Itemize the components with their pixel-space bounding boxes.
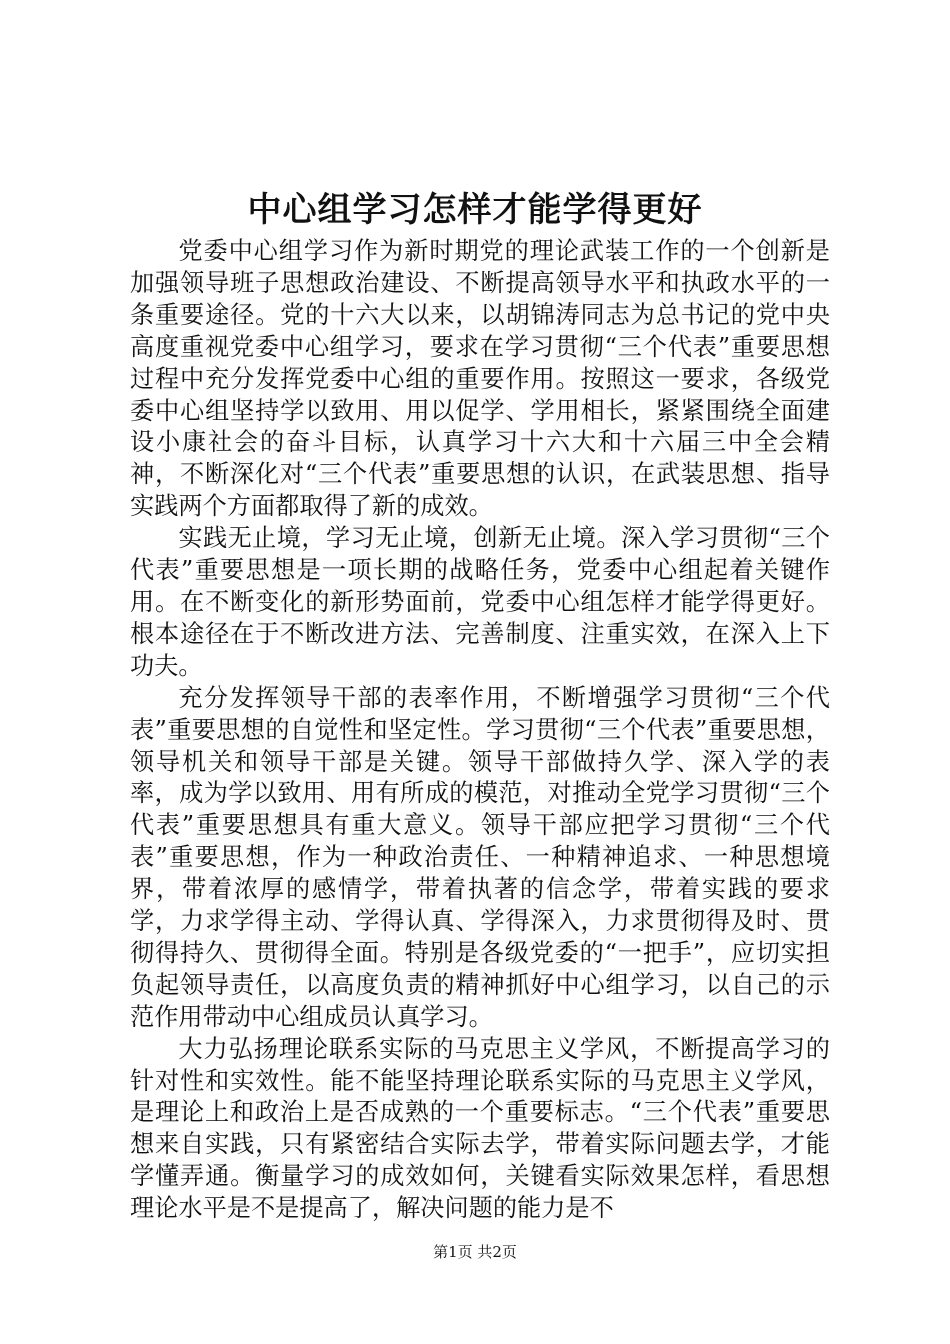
document-title: 中心组学习怎样才能学得更好 xyxy=(247,190,703,230)
paragraph: 充分发挥领导干部的表率作用，不断增强学习贯彻“三个代表”重要思想的自觉性和坚定性。学习贯彻“三个代表”重要思想，领导机关和领导干部是关键。领导干部做持久学、深入学的表率，成为学以致用、用有所成的模范，对推动全党学习贯彻“三个代表”重要思想具有重大意义。领导干部应把学习贯彻“三个代表”重要思想，作为一种政治责任、一种精神追求、一种思想境界，带着浓厚的感情学，带着执著的信念学，带着实践的要求学，力求学得主动、学得认真、学得深入，力求贯彻得及时、贯彻得持久、贯彻得全面。特别是各级党委的“一把手”，应切实担负起领导责任，以高度负责的精神抓好中心组学习，以自己的示范作用带动中心组成员认真学习。 xyxy=(130,683,830,1031)
page-number-footer: 第1页 共2页 xyxy=(433,1243,517,1261)
document-body xyxy=(130,236,830,1225)
paragraph: 大力弘扬理论联系实际的马克思主义学风，不断提高学习的针对性和实效性。能不能坚持理论联系实际的马克思主义学风，是理论上和政治上是否成熟的一个重要标志。“三个代表”重要思想来自实践，只有紧密结合实际去学，带着实际问题去学，才能学懂弄通。衡量学习的成效如何，关键看实际效果怎样，看思想理论水平是不是提高了，解决问题的能力是不 xyxy=(130,1034,830,1223)
paragraph: 党委中心组学习作为新时期党的理论武装工作的一个创新是加强领导班子思想政治建设、不断提高领导水平和执政水平的一条重要途径。党的十六大以来，以胡锦涛同志为总书记的党中央高度重视党委中心组学习，要求在学习贯彻“三个代表”重要思想过程中充分发挥党委中心组的重要作用。按照这一要求，各级党委中心组坚持学以致用、用以促学、学用相长，紧紧围绕全面建设小康社会的奋斗目标，认真学习十六大和十六届三中全会精神，不断深化对“三个代表”重要思想的认识，在武装思想、指导实践两个方面都取得了新的成效。 xyxy=(130,237,830,521)
paragraph: 实践无止境，学习无止境，创新无止境。深入学习贯彻“三个代表”重要思想是一项长期的战略任务，党委中心组起着关键作用。在不断变化的新形势面前，党委中心组怎样才能学得更好。根本途径在于不断改进方法、完善制度、注重实效，在深入上下功夫。 xyxy=(130,524,830,680)
